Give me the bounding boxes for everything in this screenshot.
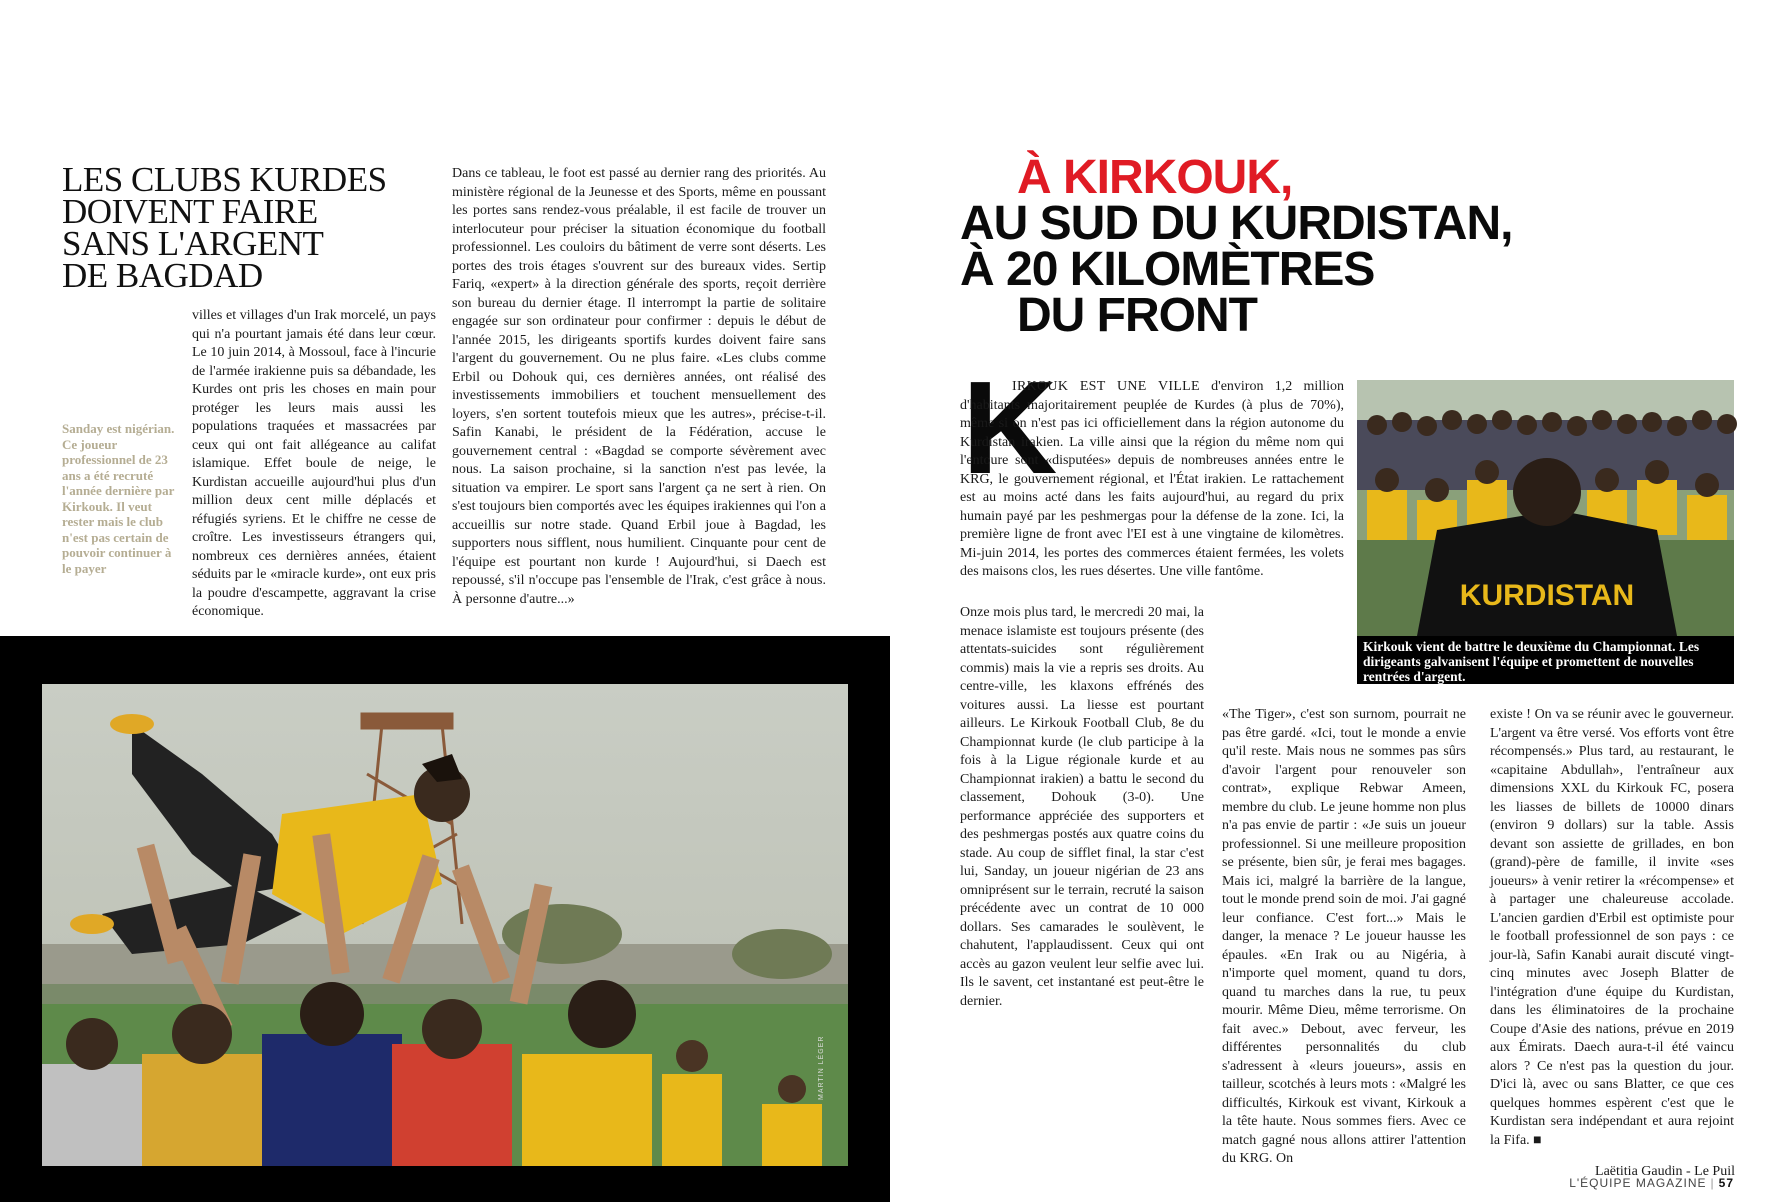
- left-headline-line: DE BAGDAD: [62, 256, 263, 295]
- jersey-text: KURDISTAN: [1459, 579, 1635, 612]
- right-headline-line-4: DU FRONT: [1017, 289, 1257, 342]
- left-column-1: [192, 307, 436, 633]
- right-column-1: [960, 604, 1204, 1009]
- right-headline-line-2: AU SUD DU KURDISTAN,: [960, 197, 1513, 250]
- celebration-photo-illustration: [42, 684, 848, 1166]
- photo-credit: MARTIN LÉGER: [818, 1035, 825, 1100]
- left-headline: [62, 160, 422, 295]
- drop-cap: K: [962, 354, 1058, 501]
- page-number: 57: [1718, 1176, 1734, 1190]
- page-footer: L'ÉQUIPE MAGAZINE | 57: [1569, 1176, 1734, 1190]
- magazine-name: L'ÉQUIPE MAGAZINE: [1569, 1176, 1707, 1190]
- right-headline-line-1: À KIRKOUK,: [1017, 151, 1293, 204]
- left-column-1-text: villes et villages d'un Irak morcelé, un pays qui n'a pourtant jamais été dans leur cœur. Le 10 juin 2014, à Mossoul, face à l'incurie de l'armée irakienne puis sa débandade, les Kurdes ont pris les choses en main pour protéger les leurs mais aussi les populations traquées et massacrées par ceux qui ont fait allégeance au califat islamique. Effet boule de neige, le Kurdistan accueille aujourd'hui plus d'un million deux cent mille déplacés et réfugiés syriens. Et le chiffre ne cesse de croître. Les investisseurs étrangers qui, nombreux ces dernières années, étaient séduits par le «miracle kurde», ont eux pris la poudre d'escampette, aggravant la crise économique.: [192, 308, 436, 619]
- byline: Laëtitia Gaudin - Le Puil: [1595, 1164, 1735, 1179]
- right-column-1-text: Onze mois plus tard, le mercredi 20 mai, la menace islamiste est toujours présente (des attentats-suicides sont régulièrement commis) mais la vie a repris ses droits. Au centre-ville, les klaxons effrénés des voitures aussi. La liesse est pourtant ailleurs. Le Kirkouk Football Club, 8e du Championnat kurde (le club participe à la fois à la Ligue régionale kurde et au Championnat irakien) a battu le second du classement, Dohouk (3-0). Une performance appréciée des supporters et des peshmergas postés aux quatre coins du stade. Au coup de sifflet final, la star c'est lui, Sanday, un joueur nigérian de 23 ans omniprésent sur le terrain, recruté la saison précédente avec un contrat de 10 000 dollars. Ses camarades le soulèvent, le chahutent, l'applaudissent. Ceux qui ont accès au gazon veulent leur selfie avec lui. Ils le savent, cet instantané est peut-être le dernier.: [960, 605, 1204, 1009]
- right-column-2-text: «The Tiger», c'est son surnom, pourrait ne pas être gardé. «Ici, tout le monde a envie qu'il reste. Mais nous ne sommes pas sûrs d'avoir l'argent pour renouveler son contrat», explique Rebwar Ameen, membre du club. Le jeune homme non plus n'a pas envie de partir : «Je suis un joueur professionnel. Si une meilleure proposition se présente, bien sûr, je ferai mes bagages. Mais ici, malgré la barrière de la langue, tout le monde prend soin de moi. J'ai gagné leur confiance. C'est fort...» Mais le danger, la menace ? Le joueur hausse les épaules. «En Irak ou au Nigéria, à n'importe quel moment, quand tu dors, quand tu marches dans la rue, tu peux mourir. Même Dieu, même terrorisme. On fait avec.» Debout, avec ferveur, les différentes personnalités du club s'adressent à «leurs joueurs», assis en tailleur, scotchés à leurs mots : «Malgré les difficultés, Kirkouk est vivant, Kirkouk a la tête haute. Nous sommes fiers. Avec ce match gagné nous allons attirer l'attention du KRG. On: [1222, 707, 1466, 1166]
- celebration-photo: [42, 684, 848, 1166]
- right-column-3: [1490, 706, 1734, 1162]
- left-column-2: [452, 165, 826, 625]
- right-intro: [960, 354, 1344, 604]
- right-intro-lead: IRKOUK EST UNE VILLE: [1012, 379, 1200, 394]
- team-photo-caption: Kirkouk vient de battre le deuxième du Championnat. Les dirigeants galvanisent l'équipe et promettent de nouvelles rentrées d'argent.: [1357, 636, 1734, 684]
- right-headline-line-3: À 20 KILOMÈTRES: [960, 243, 1375, 296]
- left-column-2-text: Dans ce tableau, le foot est passé au dernier rang des priorités. Au ministère régional de la Jeunesse et des Sports, même en poussant les portes sans rendez-vous préalable, il est facile de trouver un interlocuteur pour préciser la situation économique du football professionnel. Les couloirs du bâtiment de verre sont déserts. Les portes des trois étages s'ouvrent sur des bureaux vides. Sertip Fariq, «expert» à la direction générale des sports, reçoit derrière son bureau du dernier étage. Il interrompt la partie de solitaire engagée sur son ordinateur pour confirmer : depuis le début de l'année 2015, les dirigeants sportifs kurdes doivent faire sans l'argent du gouvernement. Ou ne plus faire. «Les clubs comme Erbil ou Dohouk qui, ces dernières années, ont réalisé des investissements immobiliers et touchent mensuellement des loyers, s'en sortent toutefois mieux que les autres», précise-t-il. Safin Kanabi, le président de la Fédération, accuse le gouvernement central : «Bagdad se comporte sévèrement avec nous. La saison prochaine, si la sanction n'est pas levée, la situation va empirer. Le sport sans l'argent ça ne sert à rien. On s'est toujours bien comportés avec les équipes irakiennes qui l'on a accueillis sur notre stade. Quand Erbil joue à Bagdad, les supporters nous sifflent, nous humilient. Cinquante pour cent de l'équipe est pourtant non kurde ! Aujourd'hui, si Daech est repoussé, s'il n'occupe pas l'ensemble de l'Irak, c'est grâce à nous. À personne d'autre...»: [452, 166, 826, 607]
- team-photo-illustration: [1357, 380, 1734, 636]
- right-intro-text: d'environ 1,2 million d'habitants majoritairement peuplée de Kurdes (à plus de 70%), même si on n'est pas ici officiellement dans la région autonome du Kurdistan irakien. La ville ainsi que la région du même nom qui l'entoure sont «disputées» depuis de nombreuses années entre le KRG, le gouvernement régional, et l'État irakien. Le rattachement est au moins acté dans les faits aujourd'hui, au regard du prix humain payé par les peshmergas pour la défense de la zone. Ici, la première ligne de front avec l'EI est à une vingtaine de kilomètres. Mi-juin 2014, les portes des commerces étaient fermées, les volets des maisons clos, les rues désertes. Une ville fantôme.: [960, 379, 1344, 579]
- right-column-2: [1222, 706, 1466, 1200]
- left-headline-line: LES CLUBS KURDES: [62, 160, 387, 199]
- team-photo: [1357, 380, 1734, 636]
- left-headline-line: DOIVENT FAIRE: [62, 192, 318, 231]
- left-photo-caption: Sanday est nigérian. Ce joueur professionnel de 23 ans a été recruté l'année dernière par Kirkouk. Il veut rester mais le club n'est pas certain de pouvoir continuer à le payer: [62, 421, 175, 576]
- right-column-3-text: existe ! On va se réunir avec le gouverneur. L'argent va être versé. Vos efforts vont être récompensés.» Plus tard, au restaurant, le «capitaine Abdullah», l'entraîneur aux dimensions XXL du Kirkouk FC, posera les liasses de billets de 10000 dinars (environ 9 dollars) sur la table. Assis devant son assiette de grillades, en bon (grand)-père de famille, il invite «ses joueurs» à venir retirer la «récompense» et à partager une chaleureuse accolade. L'ancien gardien d'Erbil est optimiste pour le football professionnel de son pays : ce jour-là, Safin Kanabi aurait discuté vingt-cinq minutes avec Joseph Blatter de l'intégration d'une équipe du Kurdistan, dans les éliminatoires de la prochaine Coupe d'Asie des nations, prévue en 2019 aux Émirats. Daech aura-t-il été vaincu alors ? Ce n'est pas la question du jour. D'ici là, avec ou sans Blatter, ce que ces quelques hommes espèrent c'est que le Kurdistan sera indépendant et aura rejoint la Fifa. ■: [1490, 707, 1734, 1148]
- left-headline-line: SANS L'ARGENT: [62, 224, 324, 263]
